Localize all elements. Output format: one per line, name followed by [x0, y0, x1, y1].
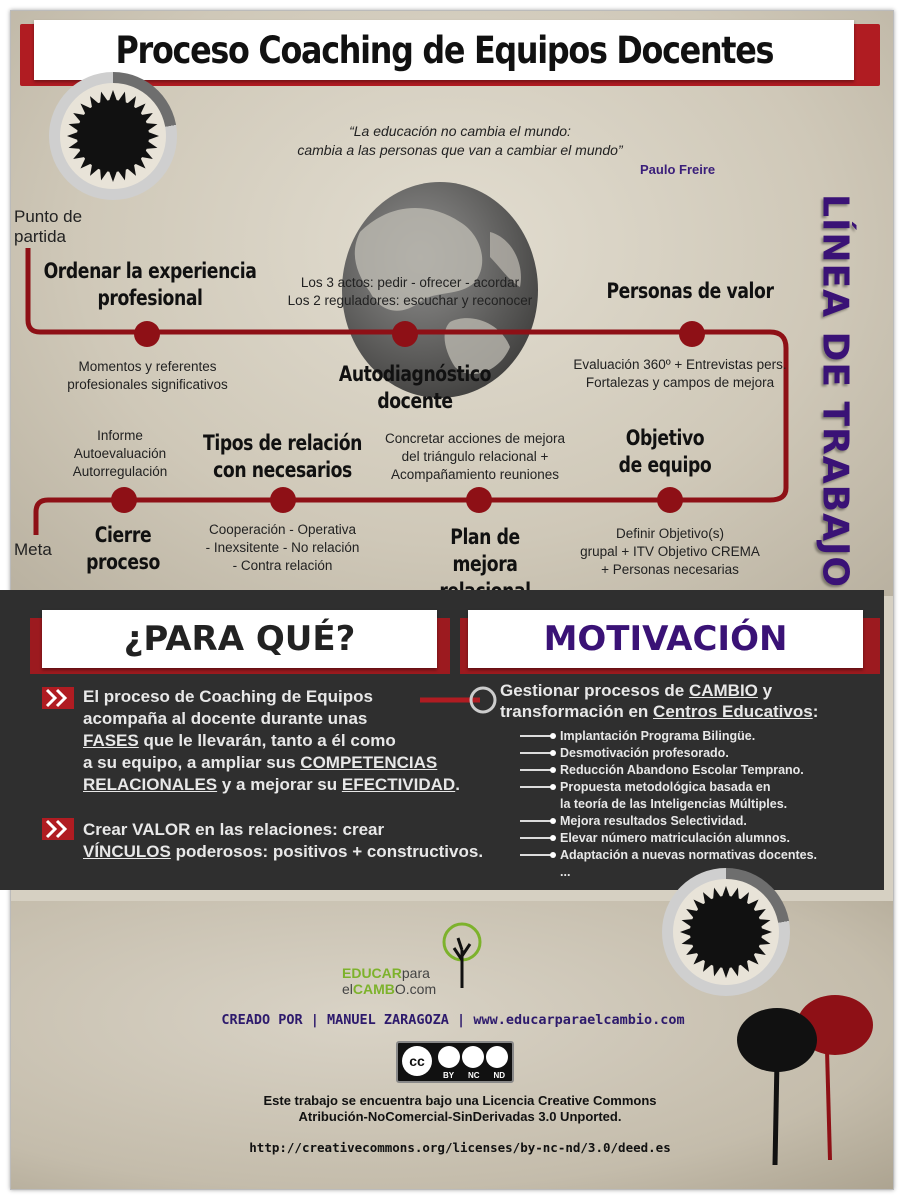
no-money-icon [462, 1046, 484, 1068]
stage-detail-ordenar: Momentos y referentes profesionales significativos [67, 359, 228, 392]
timeline-node [679, 321, 705, 347]
start-label-line-2: partida [14, 227, 66, 246]
stage-detail-autodiagnostico: Los 3 actos: pedir - ofrecer - acordar Los 2 reguladores: escuchar y reconocer [287, 275, 533, 308]
trees-illustration [735, 980, 875, 1170]
stage-heading-plan: Plan de mejora [450, 525, 520, 576]
para-que-tab [30, 610, 450, 680]
timeline-node [392, 321, 418, 347]
stage-detail-tipos: Cooperación - Operativa - Inexsitente - No relación - Contra relación [205, 522, 360, 573]
timeline-node [111, 487, 137, 513]
stage-detail-plan: Concretar acciones de mejora del triángulo relacional + Acompañamiento reuniones [384, 431, 566, 482]
stage-detail-personas: Evaluación 360º + Entrevistas pers. Fortalezas y campos de mejora [573, 357, 787, 390]
timeline-node [270, 487, 296, 513]
motivacion-tab [460, 610, 880, 680]
list-item: Reducción Abandono Escolar Temprano. [520, 762, 817, 779]
motivacion-title: MOTIVACIÓN [543, 619, 788, 659]
cc-icon: cc [402, 1046, 432, 1076]
license-url[interactable]: http://creativecommons.org/licenses/by-nc-nd/3.0/deed.es [249, 1140, 671, 1155]
equals-icon [486, 1046, 508, 1068]
list-item: Adaptación a nuevas normativas docentes. [520, 847, 817, 864]
list-item: Propuesta metodológica basada en [520, 779, 817, 796]
list-item: Elevar número matriculación alumnos. [520, 830, 817, 847]
tree-logo-icon [442, 920, 482, 990]
chevron-right-icon [42, 818, 74, 840]
chevron-right-icon [42, 687, 74, 709]
stage-heading-personas: Personas de valor [606, 279, 774, 303]
timeline-node [657, 487, 683, 513]
brand-logo[interactable]: EDUCARpara elCAMBO.com [342, 960, 532, 1010]
list-item: Desmotivación profesorado. [520, 745, 817, 762]
end-label: Meta [14, 540, 52, 559]
list-item: la teoría de las Inteligencias Múltiples. [560, 797, 788, 811]
stage-heading-autodiagnostico: Autodiagnóstico docente [338, 362, 492, 413]
quote-line-1: “La educación no cambia el mundo: [349, 123, 571, 139]
para-que-paragraph-1: El proceso de Coaching de Equipos acompaña al docente durante unas FASES que le llevarán, tanto a él como a su equipo, a ampliar sus COMPETENCIAS RELACIONALES y a mejorar su EFECTIVIDAD. [83, 687, 460, 794]
page-title: Proceso Coaching de Equipos Docentes [115, 28, 773, 72]
stage-detail-cierre: Informe Autoevaluación Autorregulación [72, 428, 168, 479]
vertical-title: LÍNEA DE TRABAJO [814, 193, 856, 588]
timeline-node [466, 487, 492, 513]
cc-license-badge[interactable]: cc BY NC ND [396, 1041, 514, 1083]
quote-line-2: cambia a las personas que van a cambiar el mundo” [297, 142, 623, 158]
stage-heading-objetivo: Objetivo de equipo [618, 426, 712, 477]
license-text: Este trabajo se encuentra bajo una Licencia Creative Commons Atribución-NoComercial-SinDerivadas 3.0 Unported. [263, 1093, 657, 1124]
stage-heading-ordenar: Ordenar la experiencia profesional [43, 259, 257, 310]
list-item: ... [560, 865, 571, 879]
credits-line[interactable]: CREADO POR | MANUEL ZARAGOZA | www.educarparaelcambio.com [221, 1012, 685, 1028]
stage-detail-objetivo: Definir Objetivo(s) grupal + ITV Objetivo CREMA + Personas necesarias [580, 526, 760, 577]
para-que-paragraph-2: Crear VALOR en las relaciones: crear VÍNCULOS poderosos: positivos + constructivos. [83, 820, 484, 861]
para-que-title: ¿PARA QUÉ? [123, 619, 356, 659]
list-item: Implantación Programa Bilingüe. [520, 728, 817, 745]
quote-author: Paulo Freire [640, 162, 716, 177]
list-item: Mejora resultados Selectividad. [520, 813, 817, 830]
person-icon [438, 1046, 460, 1068]
timeline-node [134, 321, 160, 347]
motivacion-list [520, 728, 817, 881]
motivacion-heading: Gestionar procesos de CAMBIO y transformación en Centros Educativos: [500, 681, 819, 721]
sun-icon [662, 868, 790, 996]
stage-heading-cierre: Cierre proceso [86, 523, 160, 574]
connector-line [420, 685, 500, 715]
start-label-line-1: Punto de [14, 207, 83, 226]
stage-heading-tipos: Tipos de relación con necesarios [203, 431, 362, 482]
